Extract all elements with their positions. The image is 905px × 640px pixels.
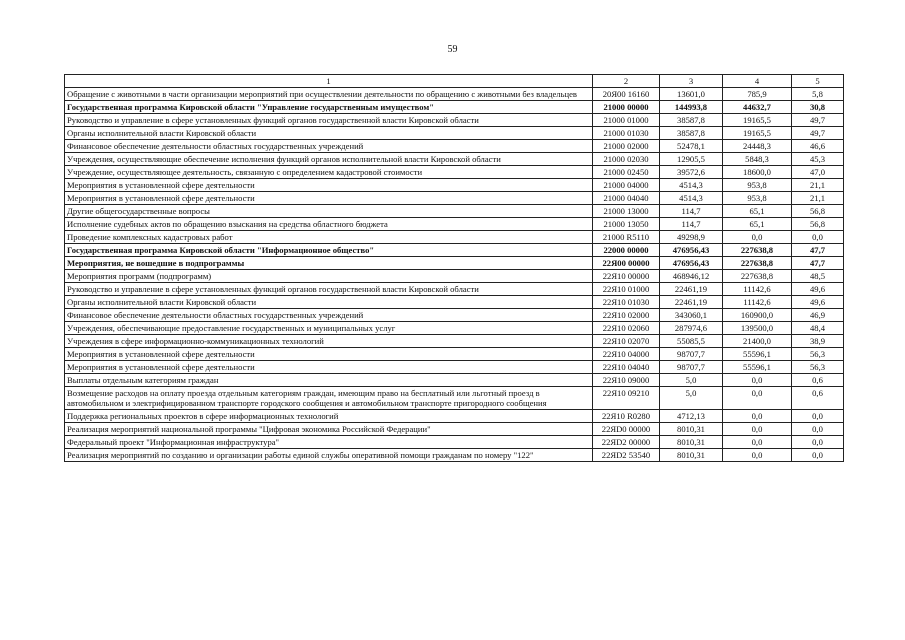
row-name-cell: Обращение с животными в части организации мероприятий при осуществлении деятельности по обращению с животными без владельцев	[65, 88, 593, 101]
percent-cell: 47,7	[792, 257, 844, 270]
budget-code-cell: 22Я10 01000	[593, 283, 660, 296]
table-row	[65, 348, 844, 361]
percent-cell: 46,6	[792, 140, 844, 153]
value-cell-col4: 0,0	[723, 436, 792, 449]
percent-cell: 21,1	[792, 192, 844, 205]
percent-cell: 56,8	[792, 218, 844, 231]
value-cell-col4: 44632,7	[723, 101, 792, 114]
budget-code-cell: 22ЯD2 00000	[593, 436, 660, 449]
value-cell-col4: 0,0	[723, 410, 792, 423]
table-row	[65, 205, 844, 218]
budget-code-cell: 22ЯD2 53540	[593, 449, 660, 462]
value-cell-col4: 953,8	[723, 192, 792, 205]
budget-table	[64, 74, 844, 462]
budget-code-cell: 21000 01000	[593, 114, 660, 127]
budget-code-cell: 22Я00 00000	[593, 257, 660, 270]
row-name-cell: Реализация мероприятий национальной программы "Цифровая экономика Российской Федерации"	[65, 423, 593, 436]
table-row	[65, 449, 844, 462]
row-name-cell: Другие общегосударственные вопросы	[65, 205, 593, 218]
value-cell-col4: 5848,3	[723, 153, 792, 166]
row-name-cell: Учреждение, осуществляющее деятельность, связанную с определением кадастровой стоимости	[65, 166, 593, 179]
budget-code-cell: 21000 00000	[593, 101, 660, 114]
table-row	[65, 127, 844, 140]
row-name-cell: Учреждения, обеспечивающие предоставление государственных и муниципальных услуг	[65, 322, 593, 335]
value-cell-col4: 227638,8	[723, 244, 792, 257]
value-cell-col3: 38587,8	[660, 114, 723, 127]
budget-code-cell: 22Я10 00000	[593, 270, 660, 283]
percent-cell: 0,6	[792, 387, 844, 410]
row-name-cell: Реализация мероприятий по созданию и организации работы единой службы оперативной помощи гражданам по номеру "122"	[65, 449, 593, 462]
percent-cell: 0,0	[792, 449, 844, 462]
header-cell: 4	[723, 75, 792, 88]
budget-code-cell: 22Я10 02000	[593, 309, 660, 322]
value-cell-col4: 55596,1	[723, 361, 792, 374]
value-cell-col3: 476956,43	[660, 257, 723, 270]
budget-code-cell: 22Я10 04040	[593, 361, 660, 374]
percent-cell: 49,7	[792, 127, 844, 140]
row-name-cell: Мероприятия, не вошедшие в подпрограммы	[65, 257, 593, 270]
row-name-cell: Поддержка региональных проектов в сфере информационных технологий	[65, 410, 593, 423]
value-cell-col3: 22461,19	[660, 296, 723, 309]
budget-code-cell: 22Я10 09210	[593, 387, 660, 410]
percent-cell: 0,0	[792, 231, 844, 244]
value-cell-col4: 227638,8	[723, 257, 792, 270]
table-row	[65, 270, 844, 283]
budget-code-cell: 21000 01030	[593, 127, 660, 140]
header-cell: 5	[792, 75, 844, 88]
table-row	[65, 101, 844, 114]
percent-cell: 48,4	[792, 322, 844, 335]
value-cell-col4: 65,1	[723, 205, 792, 218]
value-cell-col3: 343060,1	[660, 309, 723, 322]
table-row	[65, 140, 844, 153]
value-cell-col4: 19165,5	[723, 114, 792, 127]
value-cell-col3: 4514,3	[660, 192, 723, 205]
budget-code-cell: 21000 R5110	[593, 231, 660, 244]
budget-code-cell: 21000 13050	[593, 218, 660, 231]
header-cell: 3	[660, 75, 723, 88]
table-row	[65, 231, 844, 244]
budget-code-cell: 22Я10 09000	[593, 374, 660, 387]
value-cell-col3: 8010,31	[660, 449, 723, 462]
value-cell-col4: 18600,0	[723, 166, 792, 179]
row-name-cell: Выплаты отдельным категориям граждан	[65, 374, 593, 387]
row-name-cell: Финансовое обеспечение деятельности областных государственных учреждений	[65, 140, 593, 153]
value-cell-col3: 12905,5	[660, 153, 723, 166]
percent-cell: 56,8	[792, 205, 844, 218]
percent-cell: 5,8	[792, 88, 844, 101]
percent-cell: 47,7	[792, 244, 844, 257]
percent-cell: 56,3	[792, 348, 844, 361]
value-cell-col4: 0,0	[723, 387, 792, 410]
budget-code-cell: 21000 02030	[593, 153, 660, 166]
percent-cell: 0,6	[792, 374, 844, 387]
percent-cell: 49,6	[792, 283, 844, 296]
value-cell-col4: 65,1	[723, 218, 792, 231]
table-row	[65, 88, 844, 101]
budget-code-cell: 22Я10 04000	[593, 348, 660, 361]
value-cell-col3: 4514,3	[660, 179, 723, 192]
table-row	[65, 166, 844, 179]
row-name-cell: Федеральный проект "Информационная инфраструктура"	[65, 436, 593, 449]
table-row	[65, 296, 844, 309]
row-name-cell: Руководство и управление в сфере установленных функций органов государственной власти Кировской области	[65, 283, 593, 296]
value-cell-col4: 0,0	[723, 231, 792, 244]
value-cell-col3: 144993,8	[660, 101, 723, 114]
value-cell-col3: 49298,9	[660, 231, 723, 244]
percent-cell: 0,0	[792, 436, 844, 449]
percent-cell: 38,9	[792, 335, 844, 348]
value-cell-col4: 0,0	[723, 423, 792, 436]
budget-code-cell: 21000 04040	[593, 192, 660, 205]
row-name-cell: Учреждения в сфере информационно-коммуникационных технологий	[65, 335, 593, 348]
percent-cell: 0,0	[792, 410, 844, 423]
value-cell-col4: 785,9	[723, 88, 792, 101]
budget-code-cell: 20Я00 16160	[593, 88, 660, 101]
value-cell-col4: 24448,3	[723, 140, 792, 153]
budget-code-cell: 22000 00000	[593, 244, 660, 257]
value-cell-col4: 0,0	[723, 374, 792, 387]
value-cell-col3: 8010,31	[660, 423, 723, 436]
row-name-cell: Мероприятия в установленной сфере деятельности	[65, 192, 593, 205]
page-number: 59	[447, 44, 458, 55]
value-cell-col3: 8010,31	[660, 436, 723, 449]
value-cell-col3: 13601,0	[660, 88, 723, 101]
row-name-cell: Возмещение расходов на оплату проезда отдельным категориям граждан, имеющим право на бесплатный или льготный проезд в автомобильном и электрифицированном транспорте городского сообщения и автомобильном транспорте пригородного сообщения	[65, 387, 593, 410]
row-name-cell: Мероприятия в установленной сфере деятельности	[65, 361, 593, 374]
percent-cell: 0,0	[792, 423, 844, 436]
value-cell-col4: 11142,6	[723, 283, 792, 296]
value-cell-col3: 38587,8	[660, 127, 723, 140]
row-name-cell: Финансовое обеспечение деятельности областных государственных учреждений	[65, 309, 593, 322]
value-cell-col3: 52478,1	[660, 140, 723, 153]
percent-cell: 49,6	[792, 296, 844, 309]
percent-cell: 30,8	[792, 101, 844, 114]
value-cell-col4: 55596,1	[723, 348, 792, 361]
value-cell-col4: 227638,8	[723, 270, 792, 283]
value-cell-col3: 22461,19	[660, 283, 723, 296]
budget-code-cell: 21000 13000	[593, 205, 660, 218]
header-cell: 2	[593, 75, 660, 88]
budget-code-cell: 22Я10 02060	[593, 322, 660, 335]
table-header-row	[65, 75, 844, 88]
percent-cell: 49,7	[792, 114, 844, 127]
percent-cell: 21,1	[792, 179, 844, 192]
budget-code-cell: 22ЯD0 00000	[593, 423, 660, 436]
table-row	[65, 361, 844, 374]
value-cell-col3: 5,0	[660, 374, 723, 387]
budget-code-cell: 21000 02450	[593, 166, 660, 179]
table-row	[65, 283, 844, 296]
row-name-cell: Руководство и управление в сфере установленных функций органов государственной власти Кировской области	[65, 114, 593, 127]
row-name-cell: Органы исполнительной власти Кировской области	[65, 296, 593, 309]
table-row	[65, 335, 844, 348]
table-row	[65, 192, 844, 205]
row-name-cell: Органы исполнительной власти Кировской области	[65, 127, 593, 140]
table-row	[65, 244, 844, 257]
table-row	[65, 218, 844, 231]
value-cell-col4: 0,0	[723, 449, 792, 462]
value-cell-col3: 4712,13	[660, 410, 723, 423]
table-row	[65, 153, 844, 166]
percent-cell: 47,0	[792, 166, 844, 179]
row-name-cell: Исполнение судебных актов по обращению взыскания на средства областного бюджета	[65, 218, 593, 231]
value-cell-col3: 5,0	[660, 387, 723, 410]
budget-code-cell: 21000 02000	[593, 140, 660, 153]
budget-code-cell: 22Я10 R0280	[593, 410, 660, 423]
value-cell-col3: 114,7	[660, 205, 723, 218]
percent-cell: 45,3	[792, 153, 844, 166]
value-cell-col3: 98707,7	[660, 348, 723, 361]
value-cell-col3: 287974,6	[660, 322, 723, 335]
row-name-cell: Государственная программа Кировской области "Управление государственным имуществом"	[65, 101, 593, 114]
table-row	[65, 410, 844, 423]
budget-code-cell: 22Я10 01030	[593, 296, 660, 309]
row-name-cell: Государственная программа Кировской области "Информационное общество"	[65, 244, 593, 257]
value-cell-col4: 953,8	[723, 179, 792, 192]
table-row	[65, 387, 844, 410]
table-row	[65, 309, 844, 322]
table-row	[65, 423, 844, 436]
percent-cell: 46,9	[792, 309, 844, 322]
budget-code-cell: 21000 04000	[593, 179, 660, 192]
row-name-cell: Мероприятия программ (подпрограмм)	[65, 270, 593, 283]
value-cell-col4: 160900,0	[723, 309, 792, 322]
value-cell-col3: 55085,5	[660, 335, 723, 348]
percent-cell: 48,5	[792, 270, 844, 283]
value-cell-col4: 21400,0	[723, 335, 792, 348]
value-cell-col4: 19165,5	[723, 127, 792, 140]
table-row	[65, 114, 844, 127]
value-cell-col3: 114,7	[660, 218, 723, 231]
value-cell-col4: 11142,6	[723, 296, 792, 309]
value-cell-col3: 476956,43	[660, 244, 723, 257]
percent-cell: 56,3	[792, 361, 844, 374]
value-cell-col3: 39572,6	[660, 166, 723, 179]
budget-table-body	[65, 75, 844, 462]
table-row	[65, 436, 844, 449]
table-row	[65, 179, 844, 192]
row-name-cell: Учреждения, осуществляющие обеспечение исполнения функций органов исполнительной власти Кировской области	[65, 153, 593, 166]
header-cell: 1	[65, 75, 593, 88]
budget-code-cell: 22Я10 02070	[593, 335, 660, 348]
table-row	[65, 257, 844, 270]
row-name-cell: Проведение комплексных кадастровых работ	[65, 231, 593, 244]
table-row	[65, 322, 844, 335]
table-row	[65, 374, 844, 387]
row-name-cell: Мероприятия в установленной сфере деятельности	[65, 179, 593, 192]
value-cell-col3: 98707,7	[660, 361, 723, 374]
value-cell-col4: 139500,0	[723, 322, 792, 335]
row-name-cell: Мероприятия в установленной сфере деятельности	[65, 348, 593, 361]
value-cell-col3: 468946,12	[660, 270, 723, 283]
